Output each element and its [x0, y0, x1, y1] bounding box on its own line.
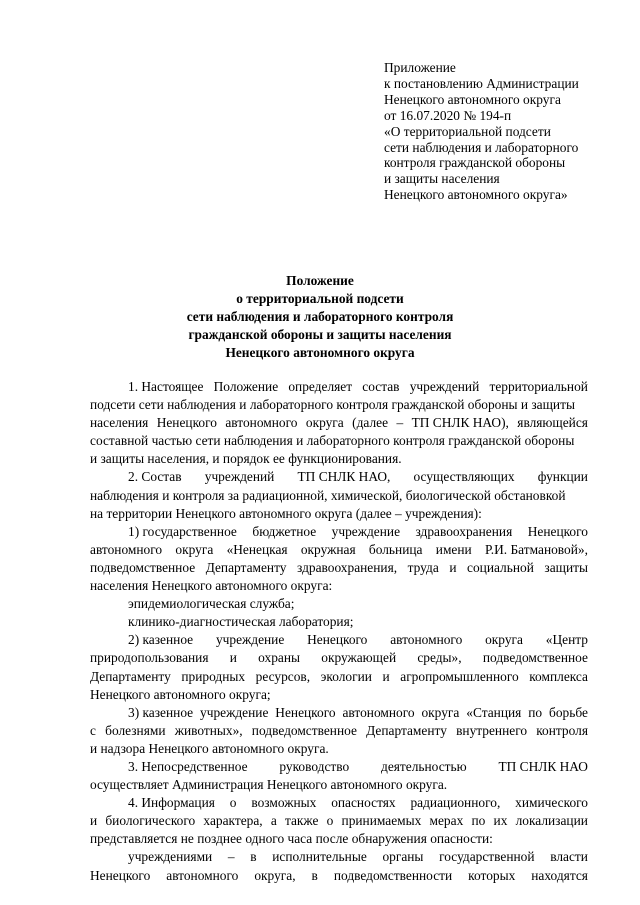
word: возможных	[251, 795, 317, 811]
word: руководство	[279, 758, 350, 774]
word: экологии	[320, 668, 372, 684]
title-line: о территориальной подсети	[236, 291, 404, 306]
word: о	[326, 813, 334, 829]
word: природопользования	[90, 650, 209, 666]
list-item: эпидемиологическая служба;	[128, 596, 295, 612]
word: автономного	[90, 541, 163, 557]
word: болезнями	[105, 722, 166, 738]
word: здравоохранения	[415, 523, 513, 539]
word: комплекса	[529, 668, 588, 684]
word: подведомственное	[251, 722, 357, 738]
word: окружающей	[321, 650, 397, 666]
word: учреждение	[331, 523, 401, 539]
word: агропромышленного	[400, 668, 519, 684]
word: о	[229, 795, 237, 811]
word: учреждение	[215, 632, 285, 648]
appendix-line: и защиты населения	[384, 171, 500, 187]
word: округа,	[254, 867, 296, 883]
paragraph-7-line	[90, 722, 588, 740]
word: являющейся	[517, 415, 588, 431]
word: «Станция	[466, 704, 522, 720]
word: природных	[181, 668, 246, 684]
word: в	[250, 849, 257, 865]
word: принимаемых	[341, 813, 422, 829]
word: которых	[468, 867, 516, 883]
paragraph-2-line: наблюдения и контроля за радиационной, химической, биологической обстановкой	[90, 487, 566, 503]
word: состав	[362, 379, 400, 394]
word: а	[270, 813, 277, 829]
word: с	[90, 722, 96, 738]
word: больница	[368, 541, 423, 557]
word: населения	[90, 415, 149, 431]
appendix-line: от 16.07.2020 № 194-п	[384, 107, 512, 123]
word: «Ненецкая	[226, 541, 288, 557]
word: округа	[175, 541, 214, 557]
word: химического	[515, 795, 588, 811]
word: –	[396, 415, 404, 431]
word: ТП СНЛК НАО	[498, 758, 588, 774]
word: борьбе	[549, 704, 588, 720]
word: автономного	[225, 415, 298, 431]
word: 2. Состав	[128, 469, 182, 485]
word: и	[90, 813, 98, 829]
paragraph-9-line	[90, 794, 588, 812]
word: социальной	[467, 559, 534, 575]
word: Р.И. Батмановой»,	[485, 541, 588, 557]
title-line: сети наблюдения и лабораторного контроля	[186, 309, 454, 324]
word: автономного	[166, 867, 239, 883]
appendix-block	[384, 60, 634, 203]
word: учреждение	[200, 704, 269, 720]
word: осуществляющих	[413, 469, 515, 485]
document-title	[0, 272, 640, 362]
appendix-line: Ненецкого автономного округа	[384, 91, 561, 107]
paragraph-3-line: населения Ненецкого автономного округа:	[90, 578, 333, 594]
word: биологического	[105, 813, 196, 829]
word: среды»,	[417, 650, 462, 666]
word: Департаменту	[366, 722, 447, 738]
paragraph-6-line: Ненецкого автономного округа;	[90, 686, 271, 702]
word: по	[471, 813, 486, 829]
paragraph-1-line	[90, 378, 588, 396]
word: также	[284, 813, 319, 829]
paragraph-1-line	[90, 414, 588, 432]
word: мерах	[429, 813, 464, 829]
word: государственной	[439, 849, 535, 865]
word: животных»,	[174, 722, 243, 738]
word: 2) казенное	[128, 632, 194, 648]
paragraph-6-line	[90, 649, 588, 667]
paragraph-1-line: подсети сети наблюдения и лабораторного контроля гражданской обороны и защиты	[90, 397, 575, 413]
word: характера,	[203, 813, 263, 829]
word: автономного	[342, 704, 415, 720]
word: радиационного,	[410, 795, 501, 811]
paragraph-2-line: на территории Ненецкого автономного округа (далее – учреждения):	[90, 505, 482, 521]
word: Ненецкого	[156, 415, 217, 431]
word: и	[449, 559, 457, 575]
word: находятся	[531, 867, 588, 883]
word: 3. Непосредственное	[128, 758, 248, 774]
word: –	[227, 849, 235, 865]
word: учреждений	[409, 379, 480, 394]
word: 1. Настоящее	[128, 379, 204, 394]
word: Ненецкого	[307, 632, 368, 648]
word: округа	[421, 704, 460, 720]
word: ресурсов,	[255, 668, 311, 684]
paragraph-10-line	[90, 848, 588, 866]
paragraph-8-line	[90, 758, 588, 776]
word: территориальной	[489, 379, 588, 394]
appendix-line: Приложение	[384, 60, 456, 75]
paragraph-3-line	[90, 523, 588, 541]
paragraph-10-line	[90, 867, 588, 885]
word: округа	[485, 632, 523, 648]
paragraph-7-line: и надзора Ненецкого автономного округа.	[90, 740, 329, 756]
word: ТП СНЛК НАО,	[297, 469, 391, 485]
word: по	[528, 704, 543, 720]
word: локализации	[515, 813, 588, 829]
word: определяет	[288, 379, 353, 394]
word: (далее	[352, 415, 389, 431]
appendix-line: «О территориальной подсети	[384, 123, 551, 139]
appendix-line: к постановлению Администрации	[384, 75, 579, 91]
word: деятельностью	[381, 758, 467, 774]
word: органы	[382, 849, 424, 865]
word: и	[382, 668, 390, 684]
appendix-line: контроля гражданской обороны	[384, 155, 566, 171]
word: учреждений	[204, 469, 275, 485]
paragraph-3-line	[90, 541, 588, 559]
word: Положение	[213, 379, 279, 394]
paragraph-9-line	[90, 812, 588, 830]
word: внутреннего	[456, 722, 528, 738]
word: 4. Информация	[128, 795, 215, 811]
word: власти	[550, 849, 588, 865]
word: труда	[407, 559, 439, 575]
word: округа	[305, 415, 344, 431]
paragraph-6-line	[90, 631, 588, 649]
word: Департаменту	[90, 668, 171, 684]
paragraph-8-line: осуществляет Администрация Ненецкого автономного округа.	[90, 777, 448, 793]
paragraph-6-line	[90, 668, 588, 686]
title-line: Положение	[286, 273, 354, 288]
document-body	[90, 378, 588, 885]
appendix-line: сети наблюдения и лабораторного	[384, 139, 579, 155]
word: учреждениями	[128, 849, 213, 865]
word: окружная	[300, 541, 356, 557]
word: имени	[435, 541, 472, 557]
paragraph-3-line	[90, 559, 588, 577]
word: опасностях	[331, 795, 396, 811]
word: ТП СНЛК НАО),	[411, 415, 509, 431]
word: и	[229, 650, 237, 666]
word: Ненецкого	[527, 523, 588, 539]
list-item: клинико-диагностическая лаборатория;	[128, 614, 354, 630]
word: бюджетное	[252, 523, 317, 539]
word: Ненецкого	[90, 867, 151, 883]
word: защиты	[544, 559, 588, 575]
title-line: гражданской обороны и защиты населения	[188, 327, 452, 342]
word: функции	[537, 469, 588, 485]
word: Ненецкого	[275, 704, 336, 720]
paragraph-9-line: представляется не позднее одного часа после обнаружения опасности:	[90, 831, 493, 847]
word: Департаменту	[205, 559, 287, 575]
paragraph-7-line	[90, 704, 588, 722]
paragraph-1-line: и защиты населения, и порядок ее функционирования.	[90, 451, 402, 467]
paragraph-2-line	[90, 468, 588, 486]
word: контроля	[536, 722, 588, 738]
word: исполнительные	[272, 849, 367, 865]
word: их	[493, 813, 508, 829]
word: 3) казенное	[128, 704, 194, 720]
paragraph-1-line: составной частью сети наблюдения и лабораторного контроля гражданской обороны	[90, 433, 575, 449]
word: 1) государственное	[128, 523, 237, 539]
word: подведомственное	[90, 559, 196, 575]
word: «Центр	[545, 632, 588, 648]
word: подведомственное	[482, 650, 588, 666]
title-line: Ненецкого автономного округа	[225, 345, 415, 360]
appendix-line: Ненецкого автономного округа»	[384, 187, 568, 203]
word: охраны	[258, 650, 301, 666]
word: подведомственности	[333, 867, 453, 883]
word: здравоохранения,	[297, 559, 398, 575]
word: автономного	[390, 632, 463, 648]
word: в	[311, 867, 318, 883]
